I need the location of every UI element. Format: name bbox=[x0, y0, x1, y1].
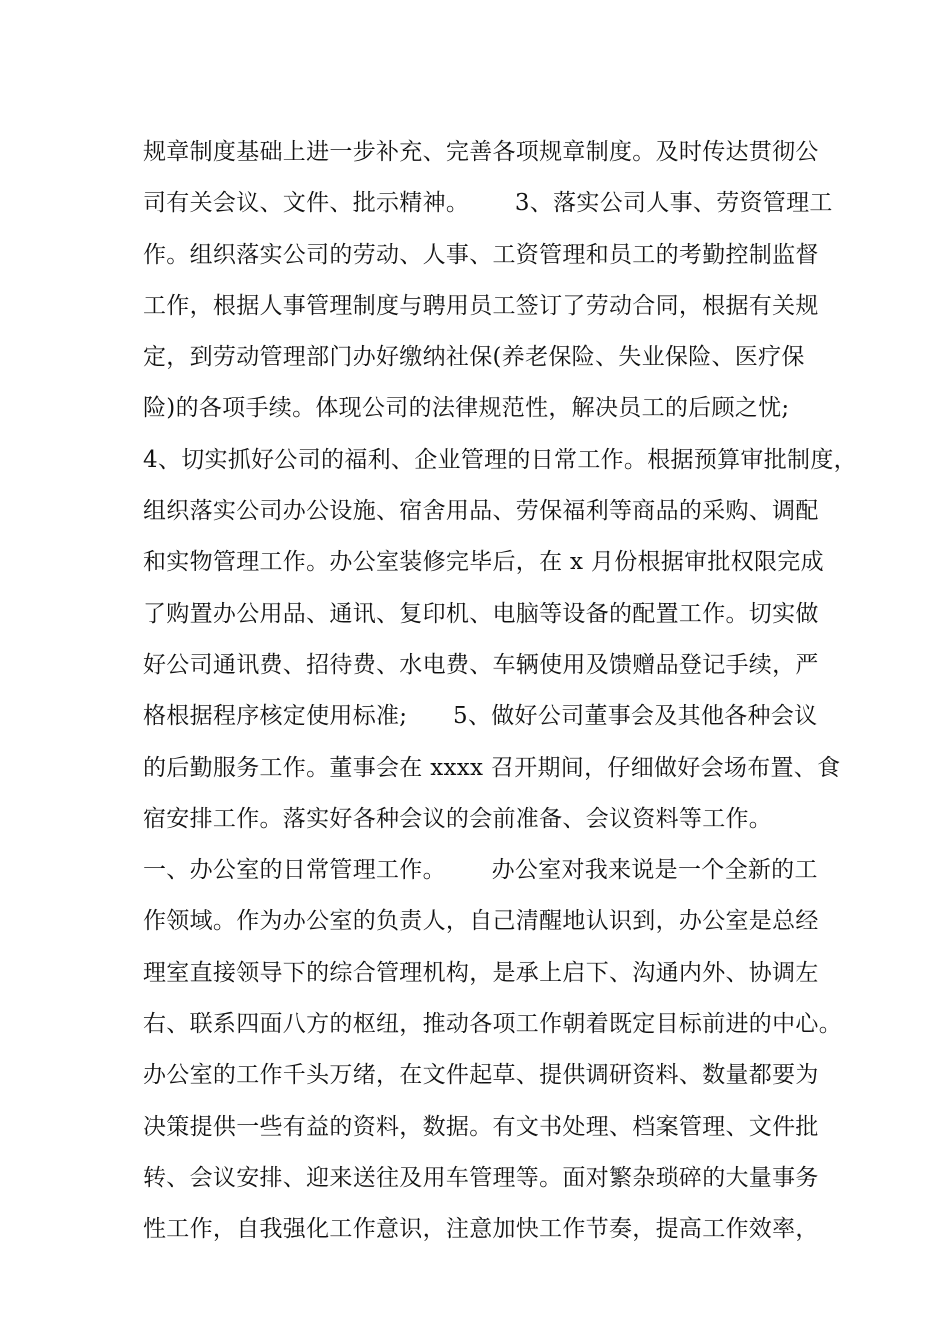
text-line: 的后勤服务工作。董事会在 xxxx 召开期间，仔细做好会场布置、食 bbox=[143, 754, 841, 781]
text-line: 定，到劳动管理部门办好缴纳社保(养老保险、失业保险、医疗保 bbox=[143, 344, 805, 371]
text-line: 规章制度基础上进一步补充、完善各项规章制度。及时传达贯彻公 bbox=[143, 139, 819, 165]
text-line: 作领域。作为办公室的负责人，自己清醒地认识到，办公室是总经 bbox=[143, 908, 819, 935]
text-line: 好公司通讯费、招待费、水电费、车辆使用及馈赠品登记手续，严 bbox=[143, 651, 819, 678]
text-line: 工作，根据人事管理制度与聘用员工签订了劳动合同，根据有关规 bbox=[143, 292, 819, 319]
text-line: 性工作，自我强化工作意识，注意加快工作节奏，提高工作效率， bbox=[143, 1216, 819, 1243]
text-line: 宿安排工作。落实好各种会议的会前准备、会议资料等工作。 bbox=[143, 805, 773, 832]
text-line: 作。组织落实公司的劳动、人事、工资管理和员工的考勤控制监督 bbox=[143, 241, 819, 268]
document-body bbox=[143, 127, 857, 1256]
text-line: 决策提供一些有益的资料，数据。有文书处理、档案管理、文件批 bbox=[143, 1113, 819, 1140]
text-line: 右、联系四面八方的枢纽，推动各项工作朝着既定目标前进的中心。 bbox=[143, 1011, 842, 1038]
text-line: 理室直接领导下的综合管理机构，是承上启下、沟通内外、协调左 bbox=[143, 959, 819, 986]
text-line: 一、办公室的日常管理工作。 办公室对我来说是一个全新的工 bbox=[143, 857, 818, 884]
text-line: 组织落实公司办公设施、宿舍用品、劳保福利等商品的采购、调配 bbox=[143, 498, 819, 525]
text-line: 格根据程序核定使用标准; 5、做好公司董事会及其他各种会议 bbox=[143, 703, 818, 730]
text-line: 险)的各项手续。体现公司的法律规范性，解决员工的后顾之忧; bbox=[143, 395, 790, 422]
text-line: 转、会议安排、迎来送往及用车管理等。面对繁杂琐碎的大量事务 bbox=[143, 1164, 819, 1191]
text-line: 司有关会议、文件、批示精神。 3、落实公司人事、劳资管理工 bbox=[143, 190, 833, 217]
text-line: 了购置办公用品、通讯、复印机、电脑等设备的配置工作。切实做 bbox=[143, 600, 819, 627]
text-line: 和实物管理工作。办公室装修完毕后，在 x 月份根据审批权限完成 bbox=[143, 549, 824, 576]
text-line: 办公室的工作千头万绪，在文件起草、提供调研资料、数量都要为 bbox=[143, 1062, 819, 1089]
text-line: 4、切实抓好公司的福利、企业管理的日常工作。根据预算审批制度， bbox=[143, 446, 857, 473]
